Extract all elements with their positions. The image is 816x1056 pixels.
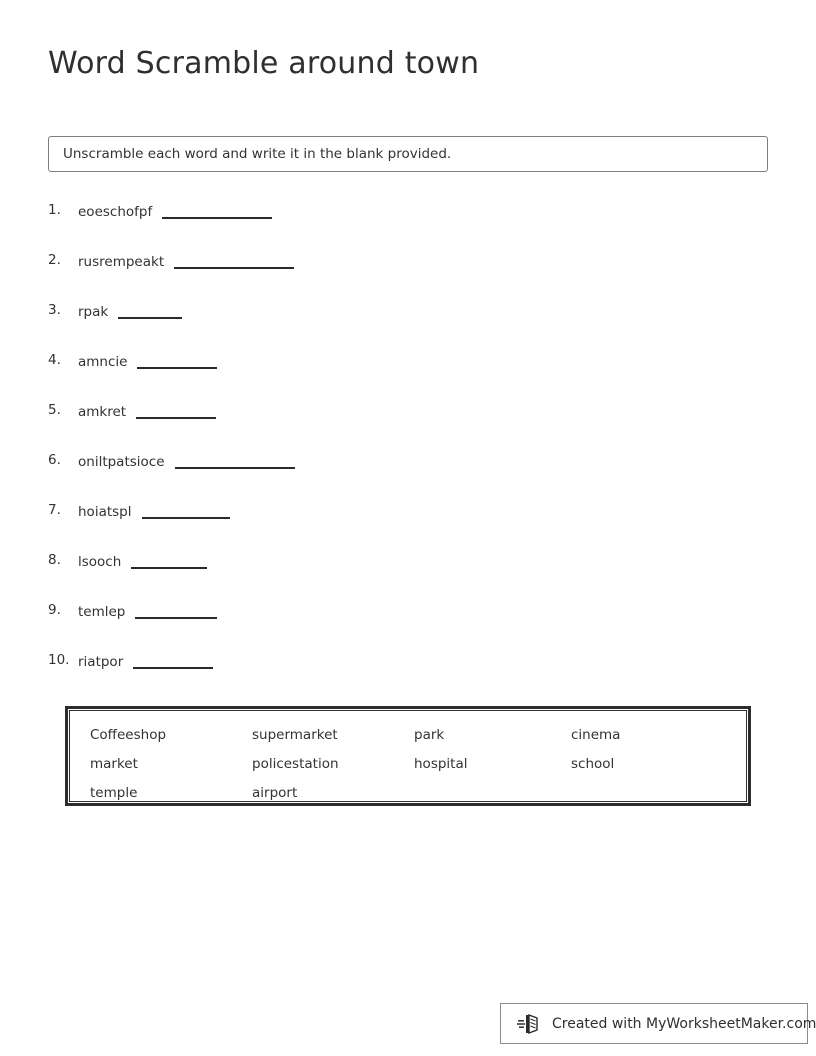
list-item bbox=[48, 350, 748, 400]
myworksheetmaker-logo-icon bbox=[517, 1011, 543, 1037]
instructions-text: Unscramble each word and write it in the blank provided. bbox=[63, 146, 452, 162]
list-item-number: 7. bbox=[48, 502, 61, 518]
list-item-content bbox=[78, 550, 207, 572]
word-bank-word: hospital bbox=[414, 756, 468, 772]
scrambled-word: amkret bbox=[78, 404, 127, 420]
word-bank-word: park bbox=[414, 727, 445, 743]
list-item-number: 9. bbox=[48, 602, 61, 618]
footer-attribution-badge[interactable] bbox=[500, 1003, 816, 1044]
list-item-content bbox=[78, 250, 294, 272]
word-bank-word: policestation bbox=[252, 756, 339, 772]
scrambled-word: eoeschofpf bbox=[78, 204, 153, 220]
answer-blank[interactable] bbox=[133, 653, 213, 669]
answer-blank[interactable] bbox=[162, 203, 272, 219]
list-item-content bbox=[78, 450, 295, 472]
scrambled-word: lsooch bbox=[78, 554, 122, 570]
word-bank-word: supermarket bbox=[252, 727, 338, 743]
scramble-list bbox=[48, 200, 748, 700]
word-bank-word: school bbox=[571, 756, 615, 772]
scrambled-word: amncie bbox=[78, 354, 128, 370]
word-bank-inner-frame bbox=[69, 710, 747, 802]
answer-blank[interactable] bbox=[142, 503, 230, 519]
word-bank-word: market bbox=[90, 756, 138, 772]
list-item-content bbox=[78, 350, 217, 372]
list-item-number: 8. bbox=[48, 552, 61, 568]
scrambled-word: hoiatspl bbox=[78, 504, 132, 520]
instructions-box bbox=[48, 136, 768, 172]
list-item-number: 3. bbox=[48, 302, 61, 318]
list-item-number: 4. bbox=[48, 352, 61, 368]
list-item bbox=[48, 300, 748, 350]
scrambled-word: rpak bbox=[78, 304, 109, 320]
word-bank-grid bbox=[90, 721, 738, 801]
scrambled-word: oniltpatsioce bbox=[78, 454, 165, 470]
list-item-number: 5. bbox=[48, 402, 61, 418]
list-item-number: 1. bbox=[48, 202, 61, 218]
word-bank-word: Coffeeshop bbox=[90, 727, 167, 743]
page-title: Word Scramble around town bbox=[48, 46, 480, 81]
word-bank-word: temple bbox=[90, 785, 138, 801]
answer-blank[interactable] bbox=[136, 403, 216, 419]
list-item bbox=[48, 600, 748, 650]
list-item-content bbox=[78, 200, 272, 222]
scrambled-word: rusrempeakt bbox=[78, 254, 165, 270]
word-bank-word: cinema bbox=[571, 727, 621, 743]
list-item bbox=[48, 500, 748, 550]
list-item-number: 2. bbox=[48, 252, 61, 268]
answer-blank[interactable] bbox=[175, 453, 295, 469]
scrambled-word: riatpor bbox=[78, 654, 124, 670]
answer-blank[interactable] bbox=[118, 303, 182, 319]
list-item-content bbox=[78, 300, 182, 322]
list-item-content bbox=[78, 400, 216, 422]
answer-blank[interactable] bbox=[174, 253, 294, 269]
word-bank-box bbox=[65, 706, 751, 806]
answer-blank[interactable] bbox=[137, 353, 217, 369]
list-item bbox=[48, 450, 748, 500]
list-item bbox=[48, 200, 748, 250]
list-item-content bbox=[78, 500, 230, 522]
scrambled-word: temlep bbox=[78, 604, 126, 620]
answer-blank[interactable] bbox=[135, 603, 217, 619]
list-item-content bbox=[78, 650, 213, 672]
answer-blank[interactable] bbox=[131, 553, 207, 569]
list-item-number: 10. bbox=[48, 652, 70, 668]
list-item bbox=[48, 550, 748, 600]
footer-attribution-text: Created with MyWorksheetMaker.com bbox=[552, 1015, 816, 1032]
word-bank-word: airport bbox=[252, 785, 298, 801]
list-item bbox=[48, 650, 748, 700]
list-item-number: 6. bbox=[48, 452, 61, 468]
list-item bbox=[48, 400, 748, 450]
list-item bbox=[48, 250, 748, 300]
list-item-content bbox=[78, 600, 217, 622]
